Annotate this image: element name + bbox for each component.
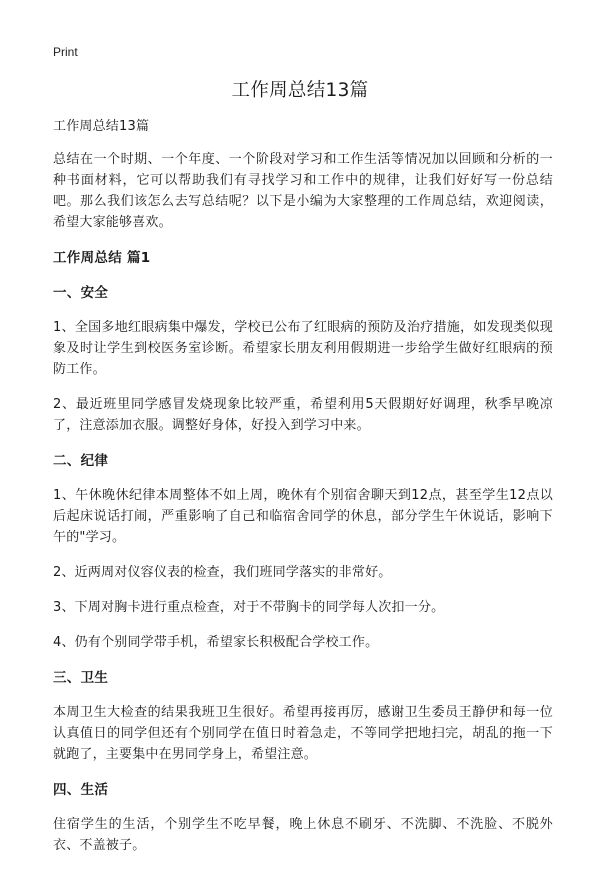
document-title: 工作周总结13篇 (231, 80, 369, 101)
discipline-paragraph-4: 4、仍有个别同学带手机，希望家长积极配合学校工作。 (53, 635, 379, 650)
life-paragraph-1: 住宿学生的生活，个别学生不吃早餐，晚上休息不刷牙、不洗脚、不洗脸、不脱外衣、不盖被子。 (53, 817, 553, 853)
intro-paragraph: 总结在一个时期、一个年度、一个阶段对学习和工作生活等情况加以回顾和分析的一种书面材料，它可以帮助我们有寻找学习和工作中的规律，让我们好好写一份总结吧。那么我们该怎么去写总结呢？以下是小编为大家整理的工作周总结，欢迎阅读，希望大家能够喜欢。 (53, 152, 553, 230)
section-heading-hygiene: 三、卫生 (53, 670, 109, 686)
section-heading-discipline: 二、纪律 (53, 453, 109, 469)
discipline-paragraph-2: 2、近两周对仪容仪表的检查，我们班同学落实的非常好。 (53, 565, 392, 580)
discipline-paragraph-1: 1、午休晚休纪律本周整体不如上周，晚休有个别宿舍聊天到12点，甚至学生12点以后起床说话打闹，严重影响了自己和临宿舍同学的休息，部分学生午休说话，影响下午的"学习。 (53, 488, 553, 545)
section-heading-safety: 一、安全 (53, 285, 109, 301)
document-body (53, 116, 553, 869)
article-heading: 工作周总结 篇1 (53, 250, 151, 266)
document-subtitle: 工作周总结13篇 (53, 119, 150, 134)
safety-paragraph-2: 2、最近班里同学感冒发烧现象比较严重，希望利用5天假期好好调理，秋季早晚凉了，注意添加衣服。调整好身体，好投入到学习中来。 (53, 397, 553, 433)
print-link[interactable]: Print (53, 45, 78, 59)
discipline-paragraph-3: 3、下周对胸卡进行重点检查，对于不带胸卡的同学每人次扣一分。 (53, 600, 445, 615)
hygiene-paragraph-1: 本周卫生大检查的结果我班卫生很好。希望再接再厉，感谢卫生委员王静伊和每一位认真值日的同学但还有个别同学在值日时着急走，不等同学把地扫完，胡乱的拖一下就跑了，主要集中在男同学身上，希望注意。 (53, 705, 553, 762)
section-heading-life: 四、生活 (53, 782, 109, 798)
safety-paragraph-1: 1、全国多地红眼病集中爆发，学校已公布了红眼病的预防及治疗措施，如发现类似现象及时让学生到校医务室诊断。希望家长朋友利用假期进一步给学生做好红眼病的预防工作。 (53, 320, 553, 377)
